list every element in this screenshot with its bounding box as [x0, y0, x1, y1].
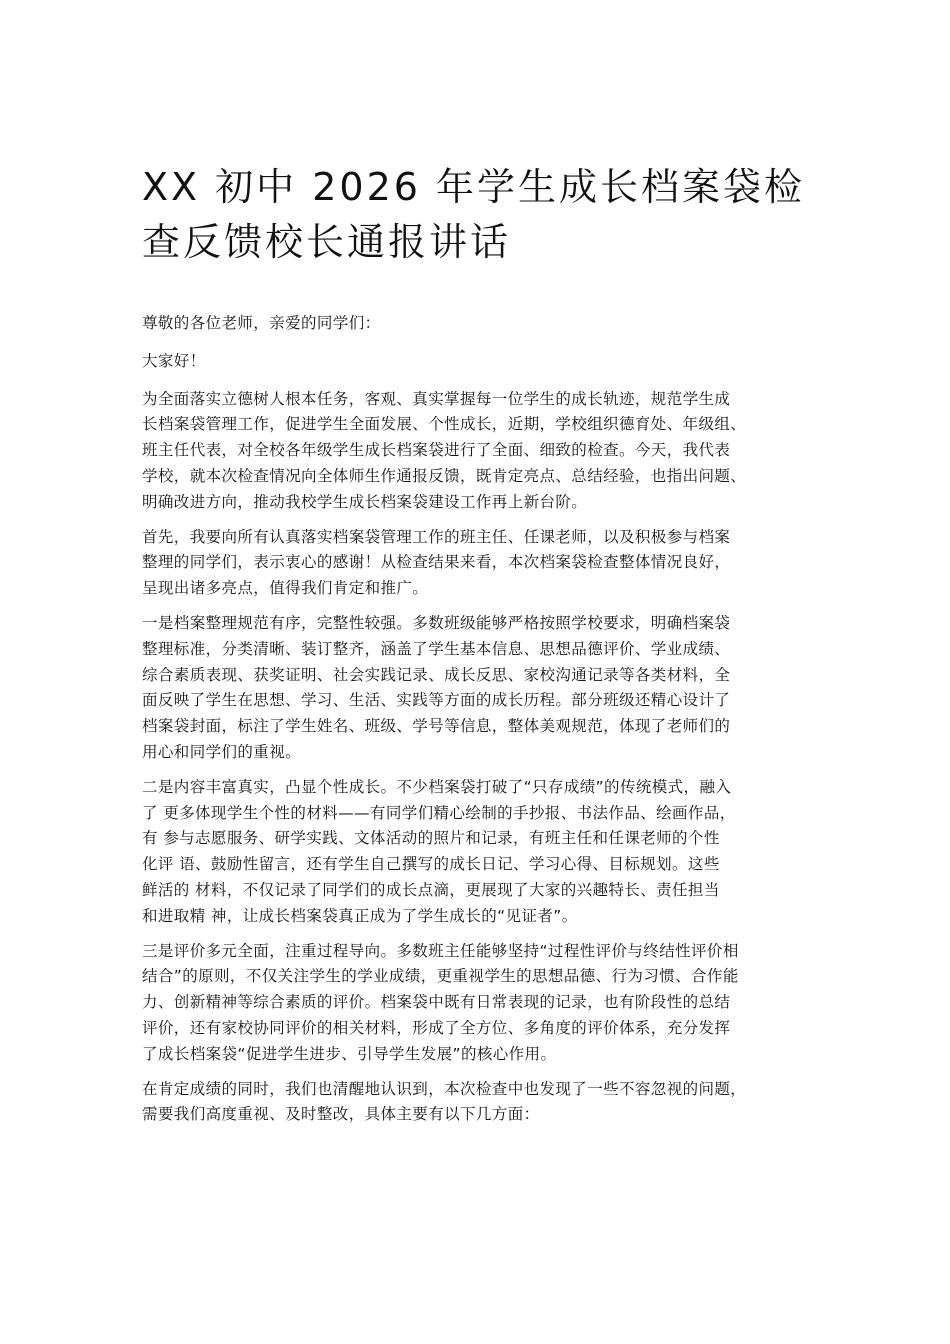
text-line: 呈现出诸多亮点，值得我们肯定和推广。 [142, 579, 429, 598]
paragraph-point-one [142, 611, 822, 766]
text-line: 一是档案整理规范有序，完整性较强。多数班级能够严格按照学校要求，明确档案袋 [142, 613, 731, 632]
page-title [142, 160, 822, 270]
text-line: 明确改进方向，推动我校学生成长档案袋建设工作再上新台阶。 [142, 492, 588, 511]
title-line: 查反馈校长通报讲话 [142, 220, 512, 264]
title-line: XX 初中 2026 年学生成长档案袋检 [142, 165, 806, 209]
paragraph-intro [142, 387, 822, 516]
text-line: 学校，就本次检查情况向全体师生作通报反馈，既肯定亮点、总结经验，也指出问题、 [142, 466, 747, 485]
text-line: 结合”的原则，不仅关注学生的学业成绩，更重视学生的思想品德、行为习惯、合作能 [142, 967, 739, 986]
paragraph-point-three [142, 939, 822, 1068]
text-line: 需要我们高度重视、及时整改，具体主要有以下几方面： [142, 1105, 540, 1124]
text-line: 首先，我要向所有认真落实档案袋管理工作的班主任、任课老师，以及积极参与档案 [142, 527, 731, 546]
text-line: 鲜活的 材料，不仅记录了同学们的成长点滴，更展现了大家的兴趣特长、责任担当 [142, 880, 720, 899]
salutation [142, 311, 822, 337]
text-line: 用心和同学们的重视。 [142, 742, 302, 761]
text-line: 大家好！ [142, 351, 206, 370]
text-line: 班主任代表，对全校各年级学生成长档案袋进行了全面、细致的检查。今天，我代表 [142, 441, 731, 460]
text-line: 有 参与志愿服务、研学实践、文体活动的照片和记录，有班主任和任课老师的个性 [142, 829, 720, 848]
text-line: 在肯定成绩的同时，我们也清醒地认识到，本次检查中也发现了一些不容忽视的问题， [142, 1079, 747, 1098]
text-line: 整理标准，分类清晰、装订整齐，涵盖了学生基本信息、思想品德评价、学业成绩、 [142, 639, 731, 658]
text-line: 二是内容丰富真实，凸显个性成长。不少档案袋打破了“只存成绩”的传统模式，融入 [142, 777, 732, 796]
text-line: 综合素质表现、获奖证明、社会实践记录、成长反思、家校沟通记录等各类材料，全 [142, 665, 731, 684]
text-line: 整理的同学们，表示衷心的感谢！从检查结果来看，本次档案袋检查整体情况良好， [142, 553, 731, 572]
text-line: 三是评价多元全面，注重过程导向。多数班主任能够坚持“过程性评价与终结性评价相 [142, 941, 739, 960]
text-line: 尊敬的各位老师，亲爱的同学们： [142, 314, 381, 332]
text-line: 面反映了学生在思想、学习、生活、实践等方面的成长历程。部分班级还精心设计了 [142, 691, 731, 710]
text-line: 和进取精 神，让成长档案袋真正成为了学生成长的“见证者”。 [142, 906, 578, 925]
text-line: 评价，还有家校协同评价的相关材料，形成了全方位、多角度的评价体系，充分发挥 [142, 1018, 731, 1037]
text-line: 力、创新精神等综合素质的评价。档案袋中既有日常表现的记录，也有阶段性的总结 [142, 993, 731, 1012]
text-line: 档案袋封面，标注了学生姓名、班级、学号等信息，整体美观规范，体现了老师们的 [142, 717, 731, 736]
paragraph-thanks [142, 525, 822, 602]
text-line: 化评 语、鼓励性留言，还有学生自己撰写的成长日记、学习心得、目标规划。这些 [142, 855, 720, 874]
paragraph-problems [142, 1077, 822, 1129]
text-line: 了 更多体现学生个性的材料——有同学们精心绘制的手抄报、书法作品、绘画作品， [142, 803, 736, 822]
text-line: 长档案袋管理工作，促进学生全面发展、个性成长，近期，学校组织德育处、年级组、 [142, 415, 747, 434]
greeting [142, 349, 822, 375]
paragraph-point-two [142, 775, 822, 930]
text-line: 为全面落实立德树人根本任务，客观、真实掌握每一位学生的成长轨迹，规范学生成 [142, 389, 731, 408]
text-line: 了成长档案袋“促进学生进步、引导学生发展”的核心作用。 [142, 1044, 557, 1063]
document-body [142, 311, 822, 1137]
